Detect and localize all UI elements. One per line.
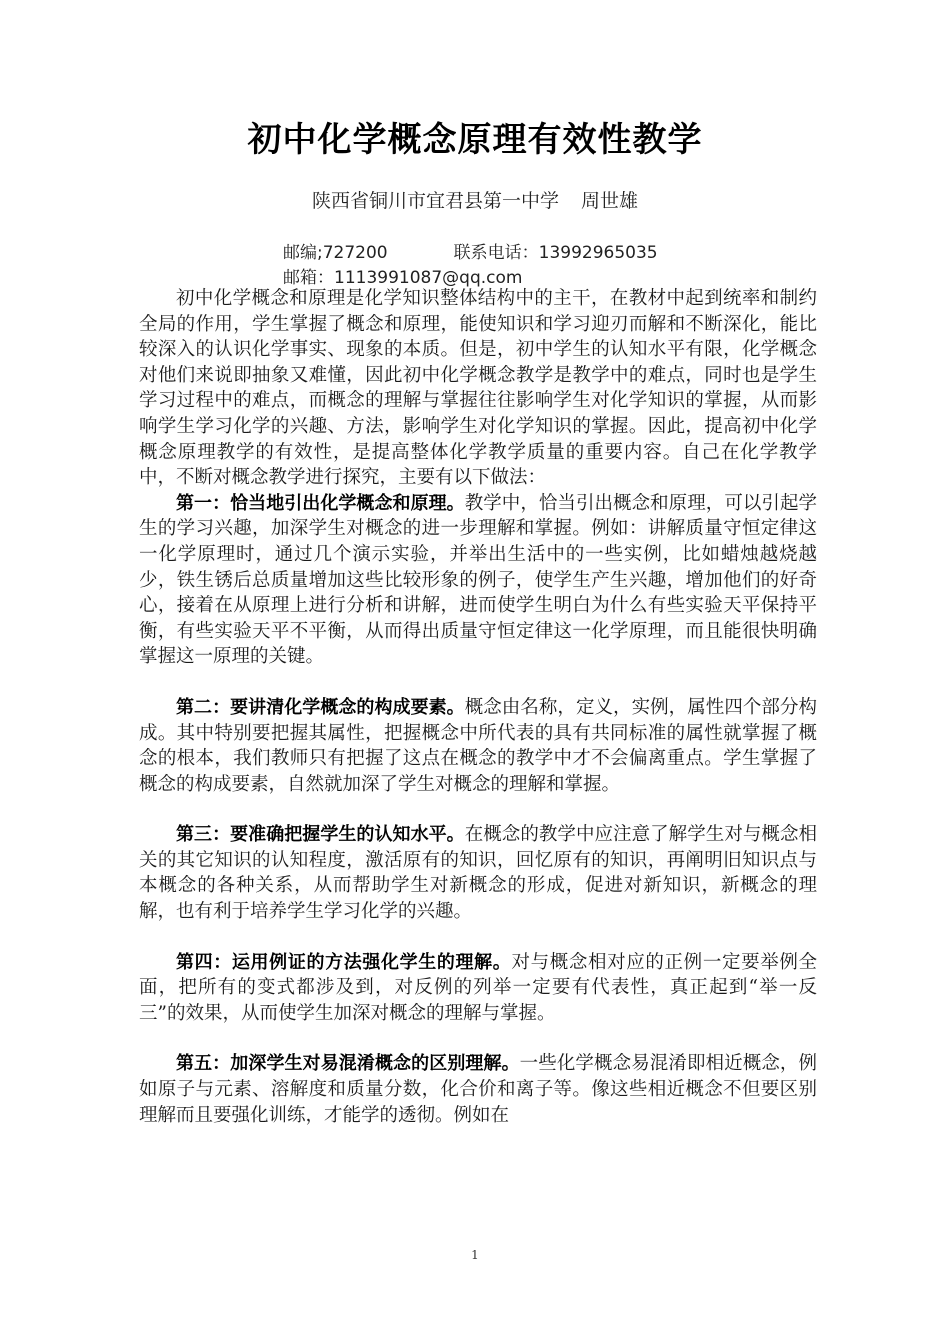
intro-paragraph: 初中化学概念和原理是化学知识整体结构中的主干，在教材中起到统率和制约全局的作用，学生掌握了概念和原理，能使知识和学习迎刃而解和不断深化，能比较深入的认识化学事实、现象的本质。但是，初中学生的认知水平有限，化学概念对他们来说即抽象又难懂，因此初中化学概念教学是教学中的难点，同时也是学生学习过程中的难点，而概念的理解与掌握往往影响学生对化学知识的掌握，从而影响学生学习化学的兴趣、方法，影响学生对化学知识的掌握。因此，提高初中化学概念原理教学的有效性，是提高整体化学教学质量的重要内容。自己在化学教学中，不断对概念教学进行探究，主要有以下做法： <box>139 288 817 489</box>
author-line <box>0 186 950 213</box>
section-2-text: 概念由名称，定义，实例，属性四个部分构成。其中特别要把握其属性，把握概念中所代表的具有共同标准的属性就掌握了概念的根本，我们教师只有把握了这点在概念的教学中才不会偏离重点。学生掌握了概念的构成要素，自然就加深了学生对概念的理解和掌握。 <box>139 696 817 795</box>
section-2-paragraph <box>139 695 817 797</box>
section-4-text: 对与概念相对应的正例一定要举例全面，把所有的变式都涉及到，对反例的列举一定要有代表性，真正起到“举一反三”的效果，从而使学生加深对概念的理解与掌握。 <box>139 951 817 1024</box>
section-4-heading: 第四：运用例证的方法强化学生的理解。 <box>176 951 512 973</box>
phone-number: 联系电话：13992965035 <box>453 243 658 263</box>
section-2-heading: 第二：要讲清化学概念的构成要素。 <box>176 696 465 718</box>
section-5-paragraph <box>139 1051 817 1128</box>
section-3-text: 在概念的教学中应注意了解学生对与概念相关的其它知识的认知程度，激活原有的知识，回忆原有的知识，再阐明旧知识点与本概念的各种关系，从而帮助学生对新概念的形成，促进对新知识，新概念的理解，也有利于培养学生学习化学的兴趣。 <box>139 824 817 923</box>
author-school: 陕西省铜川市宜君县第一中学 <box>311 190 559 212</box>
section-1-paragraph <box>139 491 817 670</box>
page-number: 1 <box>471 1248 479 1262</box>
document-title: 初中化学概念原理有效性教学 <box>247 120 703 160</box>
section-5-heading: 第五：加深学生对易混淆概念的区别理解。 <box>176 1053 520 1075</box>
author-name: 周世雄 <box>581 190 639 212</box>
postcode: 邮编;727200 <box>283 243 388 263</box>
section-1-heading: 第一：恰当地引出化学概念和原理。 <box>176 492 465 514</box>
section-5-text: 一些化学概念易混淆即相近概念，例如原子与元素、溶解度和质量分数，化合价和离子等。像这些相近概念不但要区别理解而且要强化训练，才能学的透彻。例如在 <box>139 1053 817 1126</box>
section-1-text: 教学中，恰当引出概念和原理，可以引起学生的学习兴趣，加深学生对概念的进一步理解和掌握。例如：讲解质量守恒定律这一化学原理时，通过几个演示实验，并举出生活中的一些实例，比如蜡烛越烧越少，铁生锈后总质量增加这些比较形象的例子，使学生产生兴趣，增加他们的好奇心，接着在从原理上进行分析和讲解，进而使学生明白为什么有些实验天平保持平衡，有些实验天平不平衡，从而得出质量守恒定律这一化学原理，而且能很快明确掌握这一原理的关键。 <box>139 492 817 668</box>
section-3-paragraph <box>139 822 817 924</box>
contact-line-1 <box>283 238 658 263</box>
article-body <box>139 286 817 1128</box>
section-4-paragraph <box>139 950 817 1027</box>
email-address: 邮箱：1113991087@qq.com <box>283 268 523 288</box>
section-3-heading: 第三：要准确把握学生的认知水平。 <box>176 824 465 846</box>
contact-line-2 <box>283 263 522 288</box>
